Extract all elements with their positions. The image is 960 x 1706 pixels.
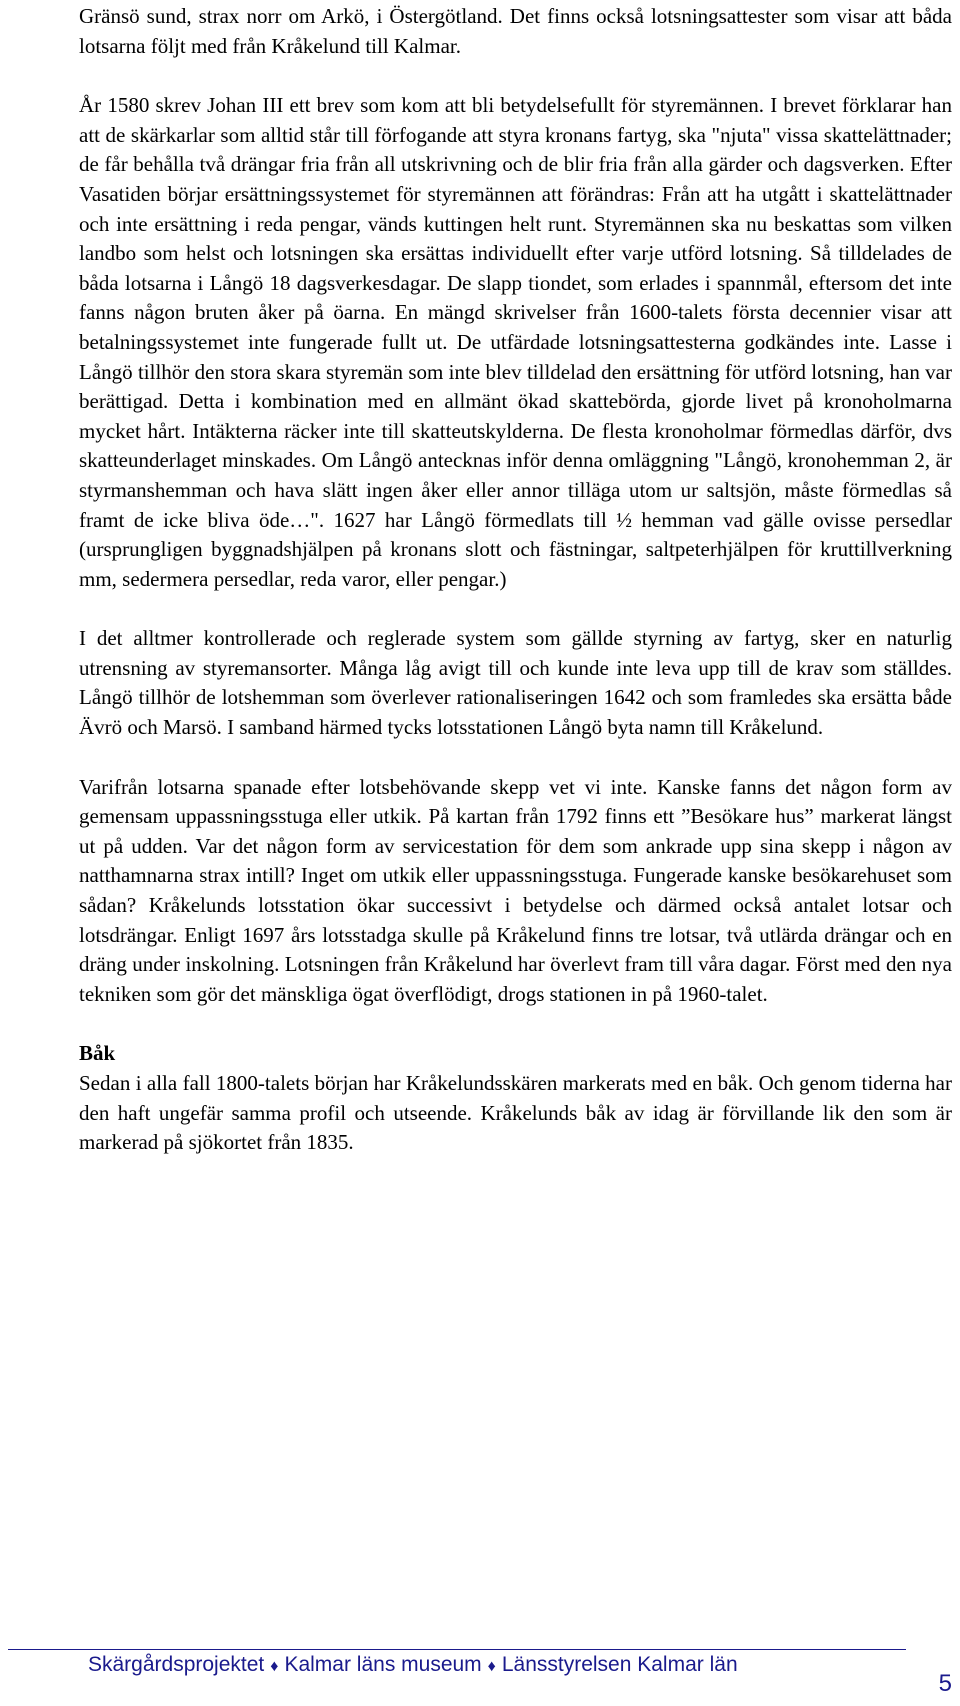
paragraph-utrensning-styremansorter: I det alltmer kontrollerade och reglerade system som gällde styrning av fartyg, sker en naturlig utrensning av styremansorter. Många låg avigt till och kunde inte leva upp till de krav som ställdes. Långö tillhör de lotshemman som överlever rationaliseringen 1642 och som framledes ska ersätta både Ävrö och Marsö. I samband härmed tycks lotsstationen Långö byta namn till Kråkelund.: [79, 626, 952, 740]
paragraph-lotsarna-spanade: Varifrån lotsarna spanade efter lotsbehövande skepp vet vi inte. Kanske fanns det någon form av gemensam uppassningsstuga eller utkik. På kartan från 1792 finns ett ”Besökare hus” markerat längst ut på udden. Var det någon form av servicestation för dem som ankrade upp sina skepp i någon av natthamnarna strax intill? Inget om utkik eller uppassningsstuga. Fungerade kanske besökarehuset som sådan? Kråkelunds lotsstation ökar successivt i betydelse och därmed också antalet lotsar och lotsdrängar. Enligt 1697 års lotsstadga skulle på Kråkelund finns tre lotsar, två utlärda drängar och en dräng under inskolning. Lotsningen från Kråkelund har överlevt fram till våra dagar. Först med den nya tekniken som gör det mänskliga ögat överflödigt, drogs stationen in på 1960-talet.: [79, 774, 952, 1006]
footer-authority-name: Länsstyrelsen Kalmar län: [501, 1653, 738, 1676]
footer-project-name: Skärgårdsprojektet: [88, 1653, 265, 1676]
section-heading: Båk: [79, 1041, 116, 1066]
footer-museum-name: Kalmar läns museum: [284, 1653, 482, 1676]
diamond-icon: ♦: [270, 1658, 279, 1675]
paragraph-lotsningsattester: Gränsö sund, strax norr om Arkö, i Östergötland. Det finns också lotsningsattester som visar att båda lotsarna följt med från Kråkelund till Kalmar.: [79, 4, 952, 58]
section-bak: [79, 1039, 952, 1157]
section-paragraph: Sedan i alla fall 1800-talets början har Kråkelundsskären markerats med en båk. Och genom tiderna har den haft ungefär samma profil och utseende. Kråkelunds båk av idag är förvillande lik den som är markerad på sjökortet från 1835.: [79, 1071, 952, 1155]
document-body: [79, 2, 952, 1188]
paragraph-johan-iii-brev: År 1580 skrev Johan III ett brev som kom att bli betydelsefullt för styremännen. I brevet förklarar han att de skärkarlar som alltid står till förfogande att styra kronans fartyg, ska "njuta" vissa skattelättnader; de får behålla två drängar fria från all utskrivning och de blir fria från alla gärder och dagsverken. Efter Vasatiden börjar ersättningssystemet för styremännen att förändras: Från att ha utgått i skattelättnader och inte ersättning i reda pengar, vänds kuttingen helt runt. Styremännen ska nu beskattas som vilken landbo som helst och lotsningen ska ersättas individuellt efter varje utförd lotsning. Så tilldelades de båda lotsarna i Långö 18 dagsverkesdagar. De slapp tiondet, som erlades i spannmål, eftersom det inte fanns någon bruten åker på öarna. En mängd skrivelser från 1600-talets första decennier visar att betalningssystemet inte fungerade fullt ut. De utfärdade lotsningsattesterna godkändes inte. Lasse i Långö tillhör den stora skara styremän som inte blev tilldelad den ersättning för utförd lotsning, han var berättigad. Detta i kombination med en allmänt ökad skattebörda, gjorde livet på kronoholmarna mycket hårt. Intäkterna räcker inte till skatteutskylderna. De flesta kronoholmar förmedlas därför, dvs skatteunderlaget minskades. Om Långö antecknas inför denna omläggning "Långö, kronohemman 2, är styrmanshemman och hava slätt ingen åker eller annor tilläga utom ur saltsjön, måste förmedlas så framt de icke bliva öde…". 1627 har Långö förmedlats till ½ hemman vad gälle ovisse persedlar (ursprungligen byggnadshjälpen på kronans slott och fästningar, saltpeterhjälpen för kruttillverkning mm, sedermera persedlar, reda varor, eller pengar.): [79, 93, 952, 591]
page-number: 5: [938, 1670, 952, 1697]
footer-divider: [8, 1649, 906, 1650]
footer-credits: [88, 1653, 738, 1677]
diamond-icon: ♦: [487, 1658, 496, 1675]
